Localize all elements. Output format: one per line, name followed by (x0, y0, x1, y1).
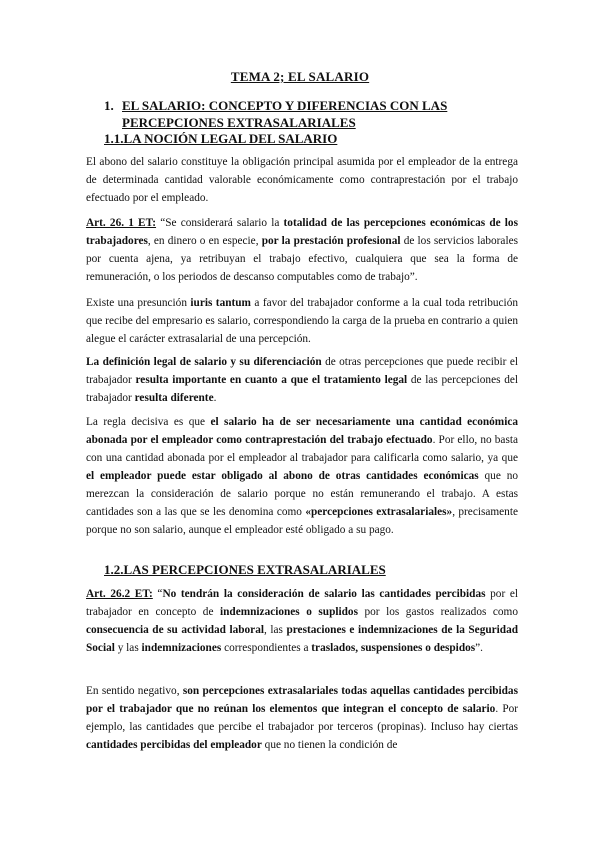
article-ref-2: Art. 26.2 ET: (86, 588, 153, 600)
section-1-title: EL SALARIO: CONCEPTO Y DIFERENCIAS CON LAS PERCEPCIONES EXTRASALARIALES (122, 98, 448, 130)
paragraph-2: Art. 26. 1 ET: “Se considerará salario la totalidad de las percepciones económicas de los trabajadores, en dinero o en especie, por la prestación profesional de los servicios laborales por cuenta ajena, ya retribuyan el trabajo efectivo, cualquiera que sea la forma de remuneración, o los periodos de descanso computables como de trabajo”. (86, 217, 518, 283)
paragraph-4: La definición legal de salario y su diferenciación de otras percepciones que puede recibir el trabajador resulta importante en cuanto a que el tratamiento legal de las percepciones del trabajador resulta diferente. (86, 356, 518, 404)
paragraph-3: Existe una presunción iuris tantum a favor del trabajador conforme a la cual toda retribución que recibe del empresario es salario, correspondiendo la carga de la prueba en contrario a quien alegue el carácter extrasalarial de una percepción. (86, 297, 518, 345)
paragraph-5: La regla decisiva es que el salario ha de ser necesariamente una cantidad económica abonada por el empleador como contraprestación del trabajo efectuado. Por ello, no basta con una cantidad abonada por el empleador al trabajador para calificarla como salario, ya que el empleador puede estar obligado al abono de otras cantidades económicas que no merezcan la consideración de salario porque no están remunerando el trabajo. A estas cantidades son a las que se les denomina como «percepciones extrasalariales», precisamente porque no son salario, aunque el empleador esté obligado a su pago. (86, 416, 518, 536)
article-ref: Art. 26. 1 ET: (86, 217, 157, 229)
section-1-number: 1. (104, 98, 114, 113)
paragraph-7: En sentido negativo, son percepciones extrasalariales todas aquellas cantidades percibidas por el trabajador que no reúnan los elementos que integran el concepto de salario. Por ejemplo, las cantidades que percibe el trabajador por terceros (propinas). Incluso hay ciertas cantidades percibidas del empleador que no tienen la condición de (86, 685, 519, 751)
section-1-1-heading: 1.1.LA NOCIÓN LEGAL DEL SALARIO (104, 131, 338, 146)
document-title: TEMA 2; EL SALARIO (230, 69, 370, 84)
paragraph-1: El abono del salario constituye la obligación principal asumida por el empleador de la entrega de determinada cantidad valorable económicamente como contraprestación por el trabajo efectuado por el empleado. (86, 156, 518, 204)
section-1-2-heading: 1.2.LAS PERCEPCIONES EXTRASALARIALES (104, 562, 386, 577)
paragraph-6: Art. 26.2 ET: “No tendrán la consideración de salario las cantidades percibidas por el trabajador en concepto de indemnizaciones o suplidos por los gastos realizados como consecuencia de su actividad laboral, las prestaciones e indemnizaciones de la Seguridad Social y las indemnizaciones correspondientes a traslados, suspensiones o despidos”. (86, 588, 518, 654)
